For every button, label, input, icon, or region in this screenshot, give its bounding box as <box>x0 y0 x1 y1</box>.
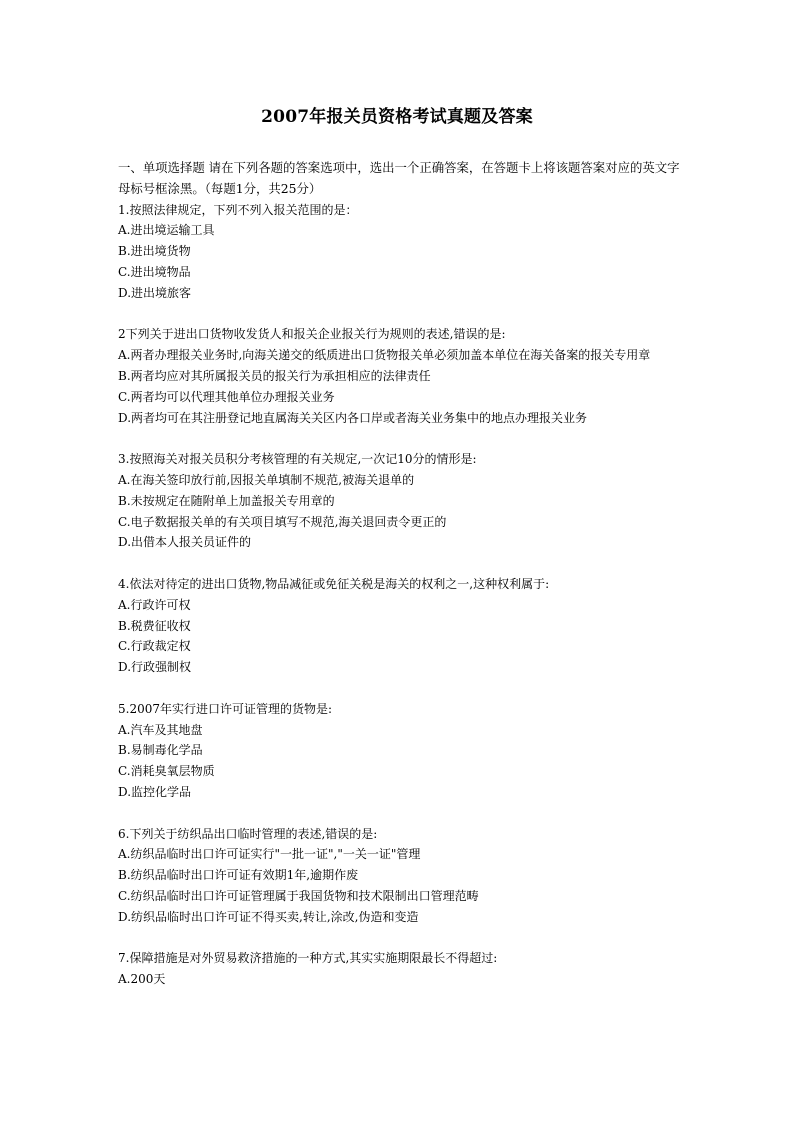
question-4 <box>118 574 680 678</box>
section-instruction: 一、单项选择题 请在下列各题的答案选项中，选出一个正确答案，在答题卡上将该题答案对应的英文字母标号框涂黑。（每题1分，共25分） <box>118 160 680 196</box>
question-stem: 2下列关于进出口货物收发货人和报关企业报关行为规则的表述,错误的是: <box>118 327 506 342</box>
question-stem: 6.下列关于纺织品出口临时管理的表述,错误的是: <box>118 826 378 841</box>
answer-option: D.行政强制权 <box>118 660 192 675</box>
answer-option: D.监控化学品 <box>118 784 192 799</box>
answer-option: D.进出境旅客 <box>118 285 192 300</box>
question-stem: 1.按照法律规定，下列不列入报关范围的是： <box>118 202 358 217</box>
answer-option: C.两者均可以代理其他单位办理报关业务 <box>118 389 335 404</box>
answer-option: C.进出境物品 <box>118 264 191 279</box>
answer-option: D.出借本人报关员证件的 <box>118 535 252 550</box>
question-6 <box>118 824 680 928</box>
question-1 <box>118 200 680 304</box>
question-stem: 5.2007年实行进口许可证管理的货物是: <box>118 701 333 716</box>
document-content <box>118 158 680 990</box>
answer-option: C.消耗臭氧层物质 <box>118 764 215 779</box>
answer-option: D.纺织品临时出口许可证不得买卖,转让,涂改,伪造和变造 <box>118 909 419 924</box>
answer-option: A.在海关签印放行前,因报关单填制不规范,被海关退单的 <box>118 472 415 487</box>
answer-option: C.电子数据报关单的有关项目填写不规范,海关退回责令更正的 <box>118 514 447 529</box>
answer-option: B.两者均应对其所属报关员的报关行为承担相应的法律责任 <box>118 368 431 383</box>
question-3 <box>118 449 680 553</box>
answer-option: B.易制毒化学品 <box>118 743 203 758</box>
answer-option: B.未按规定在随附单上加盖报关专用章的 <box>118 493 335 508</box>
answer-option: A.进出境运输工具 <box>118 223 215 238</box>
answer-option: B.进出境货物 <box>118 244 191 259</box>
question-stem: 7.保障措施是对外贸易救济措施的一种方式,其实实施期限最长不得超过: <box>118 951 498 966</box>
answer-option: A.汽车及其地盘 <box>118 722 203 737</box>
answer-option: D.两者均可在其注册登记地直属海关关区内各口岸或者海关业务集中的地点办理报关业务 <box>118 410 588 425</box>
answer-option: B.税费征收权 <box>118 618 191 633</box>
answer-option: C.行政裁定权 <box>118 639 191 654</box>
answer-option: A.行政许可权 <box>118 597 191 612</box>
answer-option: A.纺织品临时出口许可证实行"一批一证","一关一证"管理 <box>118 847 421 862</box>
question-stem: 4.依法对待定的进出口货物,物品减征或免征关税是海关的权利之一,这种权利属于: <box>118 576 550 591</box>
answer-option: A.两者办理报关业务时,向海关递交的纸质进出口货物报关单必须加盖本单位在海关备案的报关专用章 <box>118 348 651 363</box>
answer-option: C.纺织品临时出口许可证管理属于我国货物和技术限制出口管理范畴 <box>118 888 479 903</box>
answer-option: A.200天 <box>118 972 166 987</box>
question-stem: 3.按照海关对报关员积分考核管理的有关规定,一次记10分的情形是: <box>118 452 477 467</box>
question-7 <box>118 948 680 990</box>
document-title: 2007年报关员资格考试真题及答案 <box>261 107 533 127</box>
question-2 <box>118 324 680 428</box>
question-5 <box>118 699 680 803</box>
answer-option: B.纺织品临时出口许可证有效期1年,逾期作废 <box>118 868 359 883</box>
